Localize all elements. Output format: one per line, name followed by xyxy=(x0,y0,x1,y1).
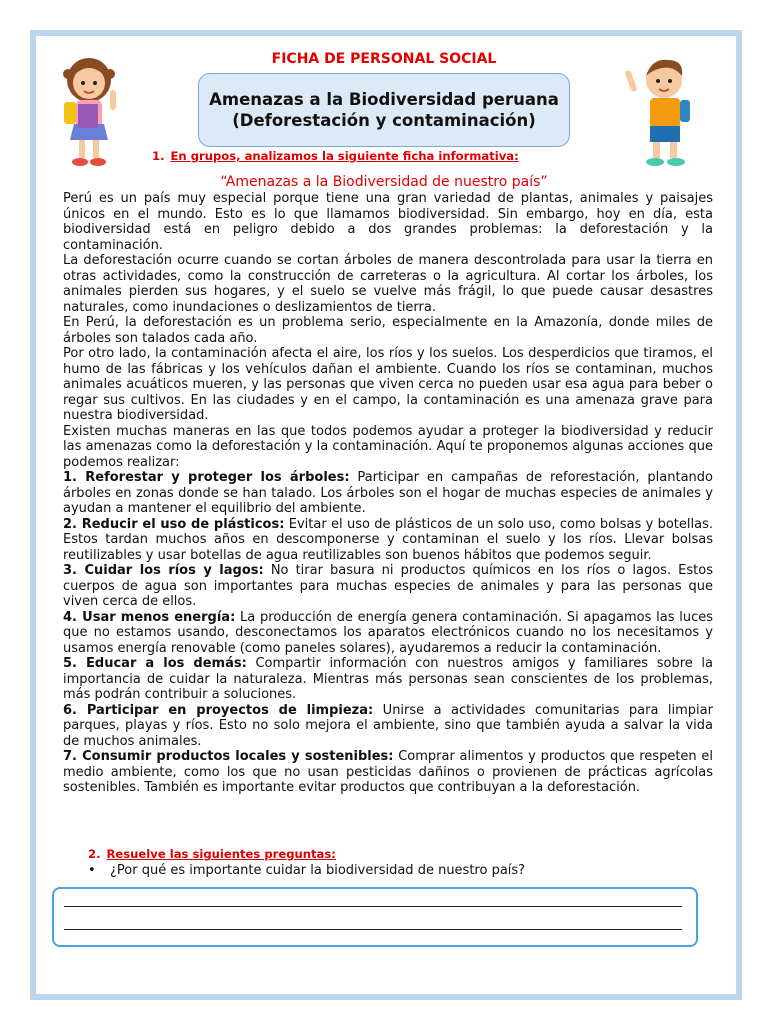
title-line-1: Amenazas a la Biodiversidad peruana xyxy=(209,90,559,109)
action-item xyxy=(63,656,713,703)
action-title: 6. Participar en proyectos de limpieza: xyxy=(63,702,374,718)
action-title: 3. Cuidar los ríos y lagos: xyxy=(63,563,264,578)
question-2 xyxy=(88,847,336,861)
title-line-2: (Deforestación y contaminación) xyxy=(232,111,536,130)
action-item xyxy=(63,563,713,610)
reading-body xyxy=(63,191,713,796)
answer-line[interactable] xyxy=(64,906,682,907)
question-1-number: 1. xyxy=(152,149,165,163)
action-item xyxy=(63,703,713,750)
question-1-text: En grupos, analizamos la siguiente ficha informativa: xyxy=(170,149,519,163)
question-2-number: 2. xyxy=(88,847,101,861)
action-title: 2. Reducir el uso de plásticos: xyxy=(63,516,285,532)
action-text: Evitar el uso de plásticos de un solo uso, como bolsas y botellas. Estos tardan muchos años en descomponerse y contaminan el suelo y los ríos. Llevar bolsas reutilizables y usar botellas de agua reutilizables son buenos hábitos que podemos seguir. xyxy=(63,516,713,563)
action-title: 5. Educar a los demás: xyxy=(63,656,247,671)
paragraph: Existen muchas maneras en las que todos podemos ayudar a proteger la biodiversidad y reducir las amenazas como la deforestación y la contaminación. Aquí te proponemos algunas acciones que podemos realizar: xyxy=(63,423,713,470)
action-title: 7. Consumir productos locales y sostenibles: xyxy=(63,749,394,764)
paragraph: La deforestación ocurre cuando se cortan árboles de manera descontrolada para usar la tierra en otras actividades, como la construcción de carreteras o la agricultura. Al cortar los árboles, los animales pierden sus hogares, y el suelo se vuelve más frágil, lo que puede causar desastres naturales, como inundaciones o deslizamientos de tierra. xyxy=(63,253,713,315)
bullet-icon: • xyxy=(88,863,96,878)
action-item xyxy=(63,517,713,564)
action-text: Comprar alimentos y productos que respeten el medio ambiente, como los que no usan pesticidas dañinos o provienen de prácticas agrícolas sostenibles. También es importante evitar productos que contribuyan a la deforestación. xyxy=(63,749,713,795)
answer-box[interactable] xyxy=(52,887,698,947)
question-2-item xyxy=(88,863,525,878)
paragraph: Por otro lado, la contaminación afecta el aire, los ríos y los suelos. Los desperdicios que tiramos, el humo de las fábricas y los vehículos dañan el ambiente. Cuando los ríos se contaminan, muchos animales acuáticos mueren, y las personas que viven cerca no pueden usar esa agua para beber o regar sus cultivos. En las ciudades y en el campo, la contaminación es una amenaza grave para nuestra biodiversidad. xyxy=(63,346,713,423)
question-2-text: Resuelve las siguientes preguntas: xyxy=(106,847,336,861)
action-item xyxy=(63,470,713,517)
action-title: 1. Reforestar y proteger los árboles: xyxy=(63,470,350,485)
action-title: 4. Usar menos energía: xyxy=(63,609,236,625)
action-text: La producción de energía genera contaminación. Si apagamos las luces que no estamos usando, desconectamos los aparatos electrónicos cuando no los necesitamos y usamos energía renovable (como paneles solares), ayudaremos a reducir la contaminación. xyxy=(63,609,714,656)
question-2-item-text: ¿Por qué es importante cuidar la biodiversidad de nuestro país? xyxy=(110,863,526,878)
paragraph: Perú es un país muy especial porque tiene una gran variedad de plantas, animales y paisajes únicos en el mundo. Esto es lo que llamamos biodiversidad. Sin embargo, hoy en día, esta biodiversidad está en peligro debido a dos grandes problemas: la deforestación y la contaminación. xyxy=(63,191,713,253)
boy-illustration-icon xyxy=(622,52,710,170)
answer-line[interactable] xyxy=(64,929,682,930)
reading-title: “Amenazas a la Biodiversidad de nuestro país” xyxy=(220,174,548,190)
action-text: No tirar basura ni productos químicos en los ríos o lagos. Estos cuerpos de agua son importantes para muchas especies de animales y para las personas que viven cerca de ellos. xyxy=(63,563,713,609)
question-1 xyxy=(152,149,519,163)
worksheet-label: FICHA DE PERSONAL SOCIAL xyxy=(271,51,497,67)
action-item xyxy=(63,749,713,796)
action-text: Compartir información con nuestros amigos y familiares sobre la importancia de cuidar la naturaleza. Mientras más personas sean conscientes de los problemas, más podrán contribuir a soluciones. xyxy=(63,656,713,702)
girl-illustration-icon xyxy=(54,52,124,170)
action-text: Participar en campañas de reforestación, plantando árboles en zonas donde se han talado. Los árboles son el hogar de muchas especies de animales y ayudan a mantener el equilibrio del ambiente. xyxy=(63,470,713,516)
paragraph: En Perú, la deforestación es un problema serio, especialmente en la Amazonía, donde miles de árboles son talados cada año. xyxy=(63,315,713,346)
title-box xyxy=(198,73,570,147)
action-text: Unirse a actividades comunitarias para limpiar parques, playas y ríos. Esto no solo mejora el ambiente, sino que también ayuda a salvar la vida de muchos animales. xyxy=(63,702,713,749)
action-item xyxy=(63,610,713,657)
